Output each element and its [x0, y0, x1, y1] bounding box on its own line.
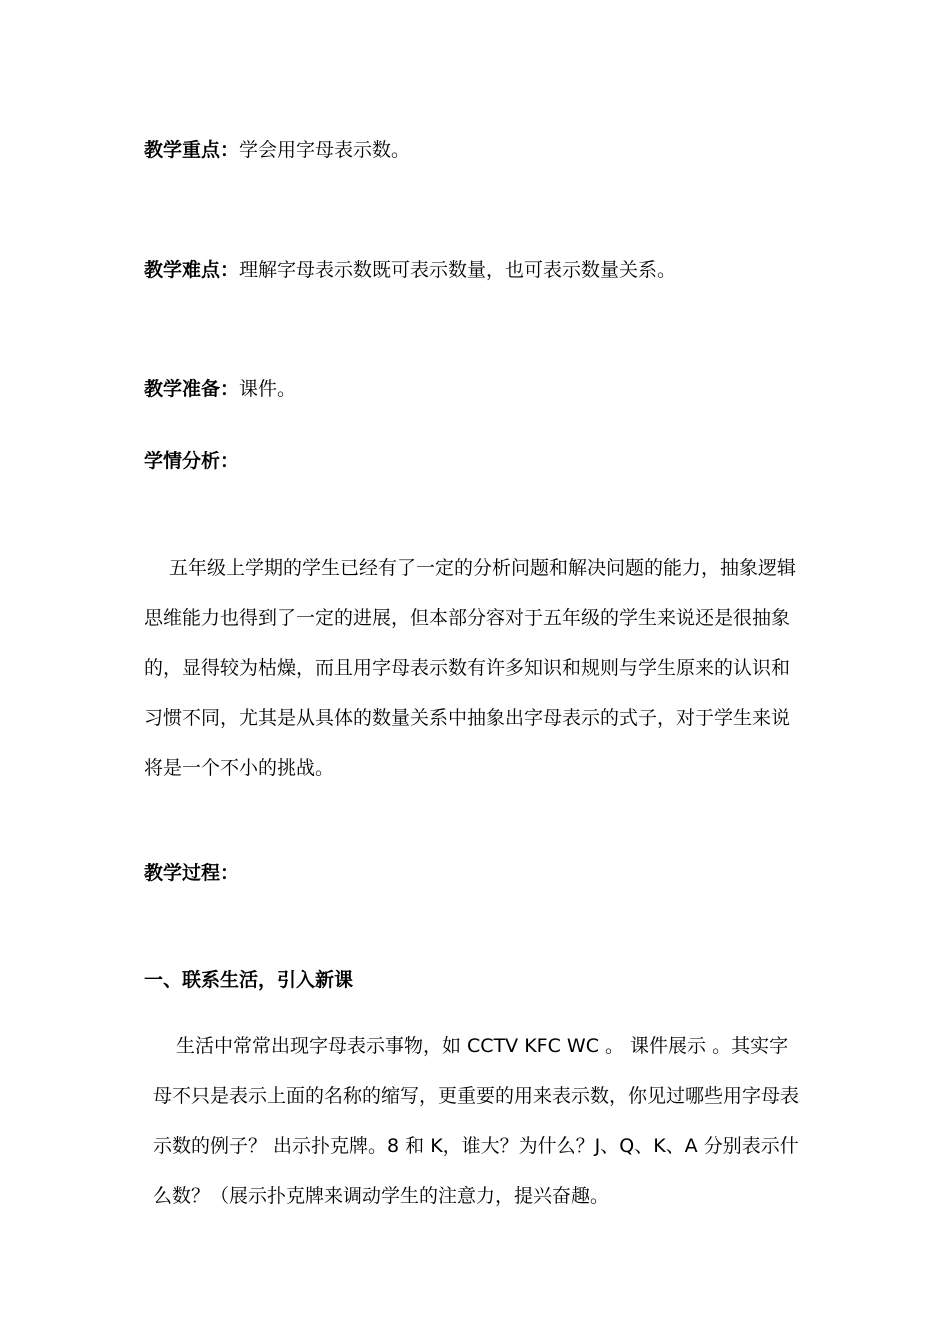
paragraph-line: 思维能力也得到了一定的进展，但本部分容对于五年级的学生来说还是很抽象 — [144, 607, 791, 629]
key-point-text: 学会用字母表示数。 — [239, 139, 411, 161]
paragraph-line: 五年级上学期的学生已经有了一定的分析问题和解决问题的能力，抽象逻辑 — [169, 557, 797, 579]
analysis-paragraph — [144, 555, 796, 805]
difficulty-row — [144, 257, 676, 283]
paragraph-line: 么数？（展示扑克牌来调动学生的注意力，提兴奋趣。 — [153, 1185, 610, 1207]
key-point-label: 教学重点： — [144, 139, 240, 161]
preparation-text: 课件。 — [239, 378, 297, 400]
difficulty-text: 理解字母表示数既可表示数量，也可表示数量关系。 — [239, 259, 677, 281]
paragraph-line: 示数的例子？ 出示扑克牌。8 和 K，谁大？为什么？J、Q、K、A 分别表示什 — [153, 1135, 799, 1157]
section1-heading: 一、联系生活，引入新课 — [144, 969, 354, 991]
paragraph-line: 生活中常常出现字母表示事物，如 CCTV KFC WC 。 课件展示 。其实字 — [176, 1035, 789, 1057]
key-point-row — [144, 137, 410, 163]
paragraph-line: 将是一个不小的挑战。 — [144, 757, 335, 779]
section1-paragraph — [153, 1033, 799, 1233]
process-heading: 教学过程： — [144, 862, 240, 884]
preparation-label: 教学准备： — [144, 378, 240, 400]
paragraph-line: 习惯不同，尤其是从具体的数量关系中抽象出字母表示的式子，对于学生来说 — [144, 707, 791, 729]
difficulty-label: 教学难点： — [144, 259, 240, 281]
preparation-row — [144, 376, 296, 402]
paragraph-line: 母不只是表示上面的名称的缩写，更重要的用来表示数，你见过哪些用字母表 — [153, 1085, 800, 1107]
paragraph-line: 的，显得较为枯燥，而且用字母表示数有许多知识和规则与学生原来的认识和 — [144, 657, 791, 679]
analysis-heading: 学情分析： — [144, 450, 240, 472]
